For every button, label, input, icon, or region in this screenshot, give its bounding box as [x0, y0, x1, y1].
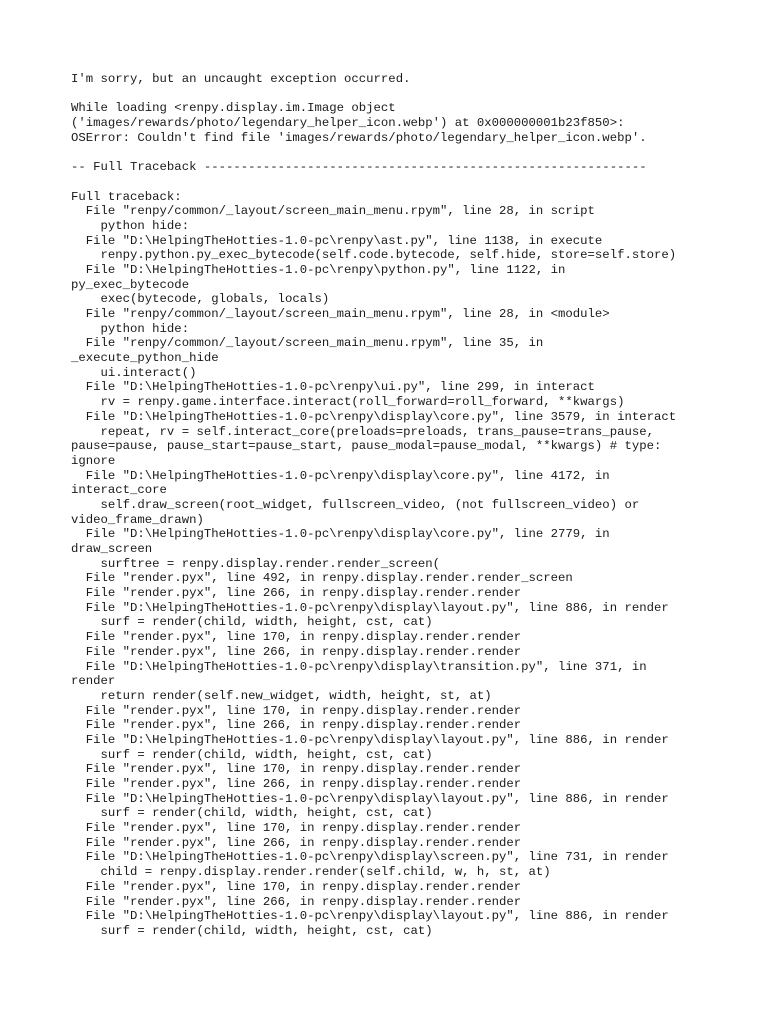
- traceback-line: exec(bytecode, globals, locals): [71, 292, 330, 307]
- traceback-line: py_exec_bytecode: [71, 277, 190, 292]
- traceback-line: File "render.pyx", line 266, in renpy.display.render.render: [71, 894, 522, 909]
- traceback-line: File "D:\HelpingTheHotties-1.0-pc\renpy\display\layout.py", line 886, in render: [71, 732, 669, 747]
- traceback-line: File "render.pyx", line 266, in renpy.display.render.render: [71, 718, 522, 733]
- traceback-line: File "D:\HelpingTheHotties-1.0-pc\renpy\ast.py", line 1138, in execute: [71, 233, 603, 248]
- section-header: -- Full Traceback ------------------------------------------------------------: [71, 160, 647, 175]
- traceback-line: python hide:: [71, 321, 190, 336]
- traceback-line: File "renpy/common/_layout/screen_main_menu.rpym", line 28, in <module>: [71, 307, 610, 321]
- traceback-line: video_frame_drawn): [71, 512, 204, 527]
- traceback-line: repeat, rv = self.interact_core(preloads=preloads, trans_pause=trans_pause,: [71, 424, 654, 439]
- traceback-line: File "D:\HelpingTheHotties-1.0-pc\renpy\display\core.py", line 4172, in: [71, 468, 610, 483]
- traceback-line: File "render.pyx", line 170, in renpy.display.render.render: [71, 879, 522, 894]
- traceback-line: File "render.pyx", line 266, in renpy.display.render.render: [71, 777, 522, 791]
- error-heading: I'm sorry, but an uncaught exception occurred.: [71, 72, 411, 86]
- traceback-line: File "render.pyx", line 266, in renpy.display.render.render: [71, 835, 522, 850]
- traceback-line: File "render.pyx", line 170, in renpy.display.render.render: [71, 703, 522, 718]
- traceback-line: File "render.pyx", line 266, in renpy.display.render.render: [71, 586, 522, 601]
- traceback-line: pause=pause, pause_start=pause_start, pause_modal=pause_modal, **kwargs) # type:: [71, 439, 662, 454]
- traceback-line: interact_core: [71, 483, 167, 498]
- error-message-line: While loading <renpy.display.im.Image object: [71, 101, 396, 116]
- traceback-line: File "D:\HelpingTheHotties-1.0-pc\renpy\display\layout.py", line 886, in render: [71, 600, 669, 615]
- traceback-line: surf = render(child, width, height, cst, cat): [71, 923, 433, 938]
- spacer: [71, 145, 761, 160]
- traceback-line: File "D:\HelpingTheHotties-1.0-pc\renpy\display\screen.py", line 731, in render: [71, 850, 669, 865]
- traceback-lines: [71, 204, 761, 938]
- traceback-line: File "render.pyx", line 170, in renpy.display.render.render: [71, 630, 522, 645]
- traceback-line: File "D:\HelpingTheHotties-1.0-pc\renpy\ui.py", line 299, in interact: [71, 380, 595, 395]
- traceback-line: File "render.pyx", line 266, in renpy.display.render.render: [71, 644, 522, 659]
- traceback-line: File "D:\HelpingTheHotties-1.0-pc\renpy\display\core.py", line 3579, in interact: [71, 409, 677, 424]
- traceback-line: _execute_python_hide: [71, 351, 219, 366]
- traceback-line: File "render.pyx", line 170, in renpy.display.render.render: [71, 821, 522, 836]
- traceback-line: return render(self.new_widget, width, height, st, at): [71, 688, 492, 703]
- traceback-line: rv = renpy.game.interface.interact(roll_forward=roll_forward, **kwargs): [71, 395, 625, 410]
- error-message: [71, 101, 761, 145]
- traceback-line: surf = render(child, width, height, cst, cat): [71, 806, 433, 821]
- traceback-line: File "D:\HelpingTheHotties-1.0-pc\renpy\display\layout.py", line 886, in render: [71, 791, 669, 806]
- traceback-line: File "D:\HelpingTheHotties-1.0-pc\renpy\display\transition.py", line 371, in: [71, 659, 647, 674]
- traceback-line: File "render.pyx", line 170, in renpy.display.render.render: [71, 762, 522, 777]
- error-message-line: OSError: Couldn't find file 'images/rewards/photo/legendary_helper_icon.webp'.: [71, 130, 647, 145]
- traceback-line: child = renpy.display.render.render(self.child, w, h, st, at): [71, 865, 551, 880]
- traceback-label: Full traceback:: [71, 189, 182, 204]
- traceback-line: render: [71, 674, 116, 689]
- spacer: [71, 175, 761, 190]
- traceback-line: surf = render(child, width, height, cst, cat): [71, 747, 433, 762]
- traceback-line: surftree = renpy.display.render.render_screen(: [71, 556, 440, 571]
- traceback-line: ignore: [71, 453, 116, 468]
- traceback-line: ui.interact(): [71, 365, 197, 380]
- traceback-line: self.draw_screen(root_widget, fullscreen_video, (not fullscreen_video) or: [71, 497, 640, 512]
- traceback-line: File "D:\HelpingTheHotties-1.0-pc\renpy\display\layout.py", line 886, in render: [71, 909, 669, 924]
- traceback-line: surf = render(child, width, height, cst, cat): [71, 615, 433, 630]
- traceback-line: draw_screen: [71, 542, 153, 556]
- traceback-document: [71, 72, 761, 939]
- spacer: [71, 87, 761, 102]
- traceback-line: File "D:\HelpingTheHotties-1.0-pc\renpy\display\core.py", line 2779, in: [71, 527, 610, 542]
- traceback-line: python hide:: [71, 218, 190, 233]
- traceback-line: File "render.pyx", line 492, in renpy.display.render.render_screen: [71, 571, 573, 586]
- traceback-line: File "D:\HelpingTheHotties-1.0-pc\renpy\python.py", line 1122, in: [71, 262, 566, 277]
- error-message-line: ('images/rewards/photo/legendary_helper_icon.webp') at 0x000000001b23f850>:: [71, 116, 625, 131]
- traceback-line: renpy.python.py_exec_bytecode(self.code.bytecode, self.hide, store=self.store): [71, 248, 677, 263]
- traceback-line: File "renpy/common/_layout/screen_main_menu.rpym", line 35, in: [71, 336, 544, 351]
- traceback-line: File "renpy/common/_layout/screen_main_menu.rpym", line 28, in script: [71, 204, 595, 219]
